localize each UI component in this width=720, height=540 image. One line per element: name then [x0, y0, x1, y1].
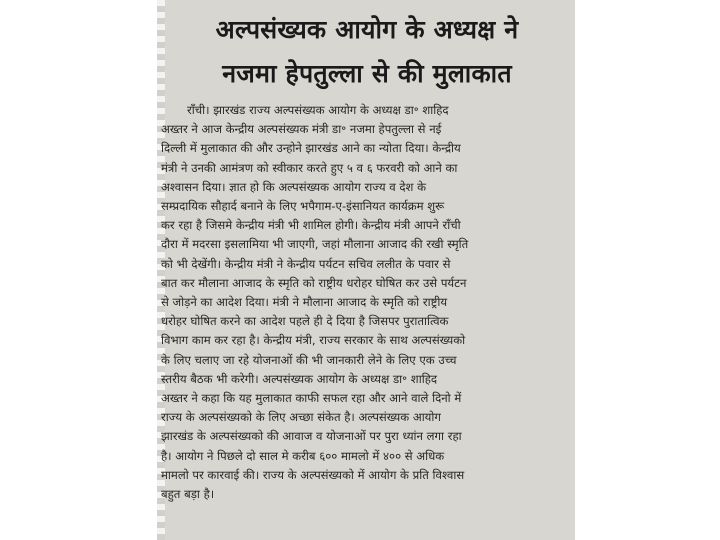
article-line: बहुत बड़ा है। [161, 487, 215, 502]
article-line: बात कर मौलाना आजाद के स्मृति को राष्ट्रीय धरोहर घोषित कर उसे पर्यटन [161, 275, 467, 290]
article-line: कर रहा है जिसमे केन्द्रीय मंत्री भी शामिल होगी। केन्द्रीय मंत्री आपने राँची [161, 218, 461, 233]
article-line: झारखंड के अल्पसंख्यको की आवाज व योजनाओं पर पुरा ध्यांन लगा रहा [161, 429, 462, 444]
newspaper-clipping [157, 0, 575, 540]
article-line: सम्प्रदायिक सौहार्द बनाने के लिए भपैगाम-ए-इंसानियत कार्यक्रम शुरू [161, 199, 445, 214]
article-line: को भी देखेंगी। केन्द्रीय मंत्री ने केन्द्रीय पर्यटन सचिव ललीत के पवार से [161, 256, 451, 271]
article-line: है। आयोग ने पिछले दो साल मे करीब ६०० मामलो में ४०० से अधिक [161, 448, 445, 463]
article-line: विभाग काम कर रहा है। केन्द्रीय मंत्री, राज्य सरकार के साथ अल्पसंख्यको [161, 333, 466, 348]
article-line: मामलो पर कारवाई की। राज्य के अल्पसंख्यको में आयोग के प्रति विश्वास [161, 467, 465, 482]
article-line: स्तरीय बैठक भी करेगी। अल्पसंख्यक आयोग के अध्यक्ष डा॰ शाहिद [161, 371, 438, 386]
article-line: से जोड़ने का आदेश दिया। मंत्री ने मौलाना आजाद के स्मृति को राष्ट्रीय [161, 295, 448, 310]
article-line: मंत्री ने उनकी आमंत्रण को स्वीकार करते हुए ५ व ६ फरवरी को आने का [161, 160, 458, 175]
headline-line-1: अल्पसंख्यक आयोग के अध्यक्ष ने [215, 15, 519, 44]
headline [167, 8, 567, 96]
article-line: अख्तर ने आज केन्द्रीय अल्पसंख्यक मंत्री डा॰ नजमा हेपतुल्ला से नई [161, 122, 442, 137]
article-line: राँची। झारखंड राज्य अल्पसंख्यक आयोग के अध्यक्ष डा॰ शाहिद [187, 103, 449, 117]
article-line: दिल्ली में मुलाकात की और उन्होने झारखंड आने का न्योता दिया। केन्द्रीय [161, 141, 461, 156]
article-line: के लिए चलाए जा रहे योजनाओं की भी जानकारी लेने के लिए एक उच्च [161, 352, 457, 367]
article-line: राज्य के अल्पसंख्यको के लिए अच्छा संकेत है। अल्पसंख्यक आयोग [161, 410, 441, 425]
article-line: धरोहर घोषित करने का आदेश पहले ही दे दिया है जिसपर पुरातात्विक [161, 314, 449, 329]
article-line: अश्वासन दिया। ज्ञात हो कि अल्पसंख्यक आयोग राज्य व देश के [161, 179, 427, 194]
article-line: दौरा में मदरसा इसलामिया भी जाएगी, जहां मौलाना आजाद की रखी स्मृति [161, 237, 469, 252]
article-body [161, 101, 571, 504]
headline-line-2: नजमा हेपतुल्ला से की मुलाकात [222, 59, 512, 88]
article-line: अख्तर ने कहा कि यह मुलाकात काफी सफल रहा और आने वाले दिनो में [161, 391, 462, 406]
